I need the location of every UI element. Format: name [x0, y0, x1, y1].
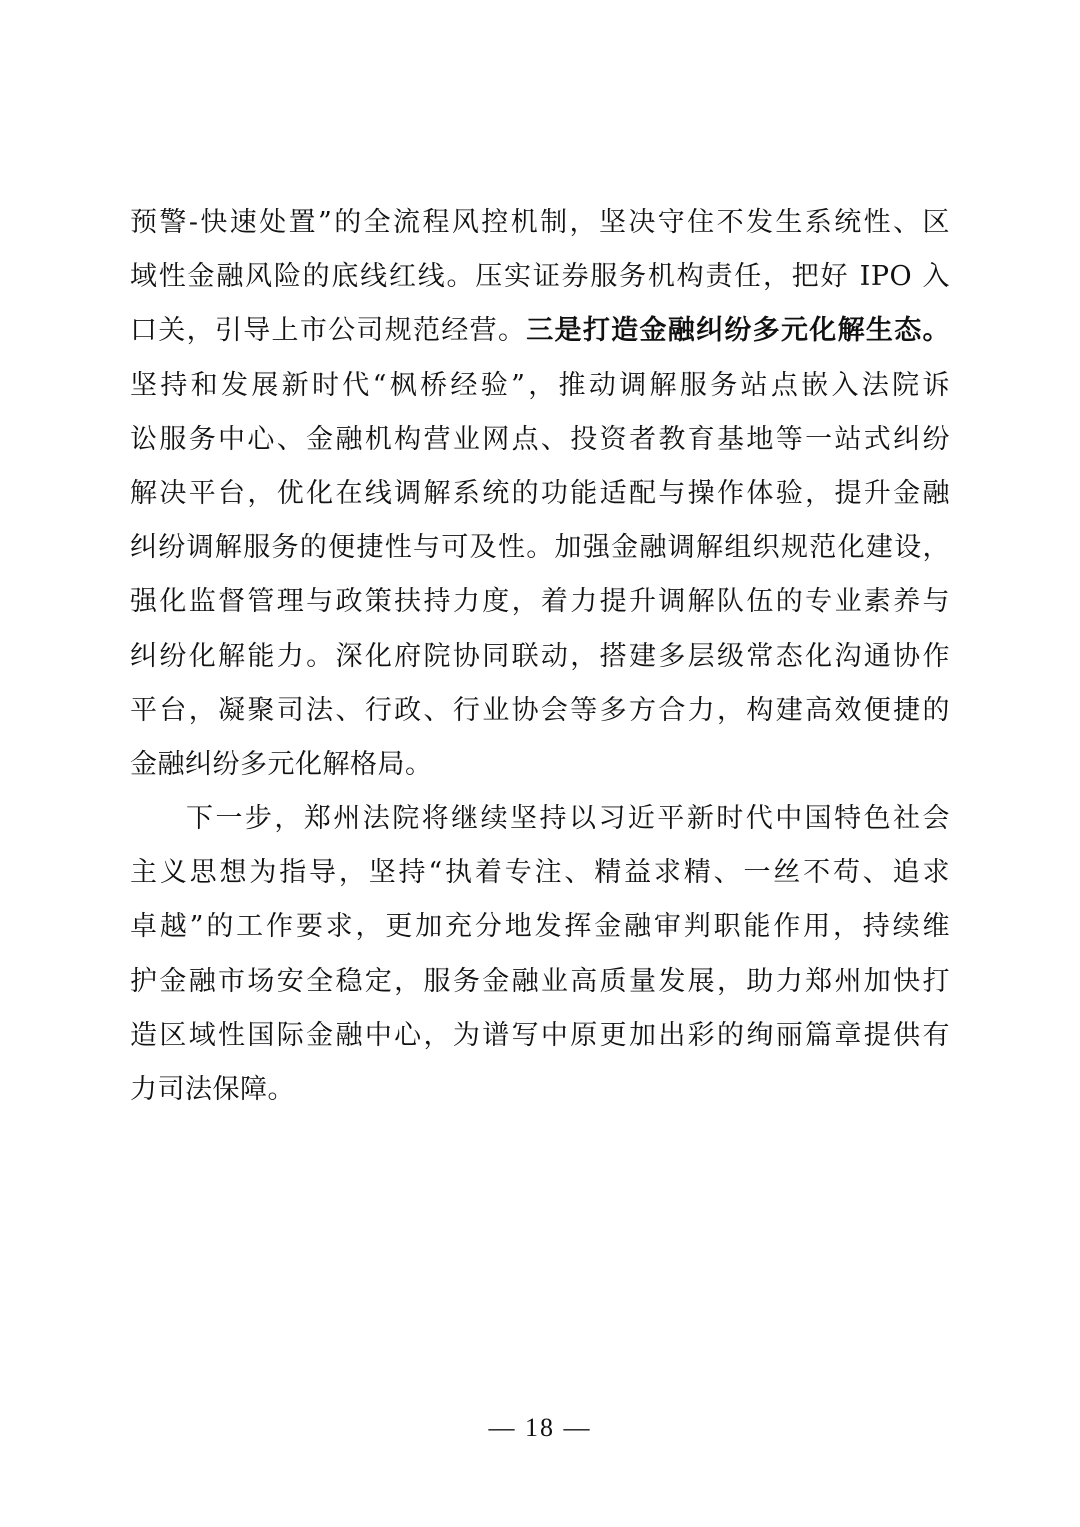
text-line: 卓越”的工作要求，更加充分地发挥金融审判职能作用，持续维 — [130, 911, 950, 943]
body-text — [130, 196, 950, 1117]
text-line: 强化监督管理与政策扶持力度，着力提升调解队伍的专业素养与 — [130, 586, 950, 618]
bold-subheading: 三是打造金融纠纷多元化解生态。 — [526, 315, 950, 347]
text-line-with-bold-heading — [130, 304, 950, 358]
text-line: 纠纷调解服务的便捷性与可及性。加强金融调解组织规范化建设， — [130, 532, 950, 564]
text-line: 平台，凝聚司法、行政、行业协会等多方合力，构建高效便捷的 — [130, 694, 950, 726]
text-line: 解决平台，优化在线调解系统的功能适配与操作体验，提升金融 — [130, 477, 950, 509]
text-line: 护金融市场安全稳定，服务金融业高质量发展，助力郑州加快打 — [130, 965, 950, 997]
text-line: 讼服务中心、金融机构营业网点、投资者教育基地等一站式纠纷 — [130, 423, 950, 455]
text-line: 金融纠纷多元化解格局。 — [130, 748, 433, 780]
page-number: — 18 — — [488, 1413, 592, 1442]
text-line: 主义思想为指导，坚持“执着专注、精益求精、一丝不苟、追求 — [130, 857, 950, 889]
paragraph-2 — [130, 792, 950, 1117]
text-segment: 口关，引导上市公司规范经营。 — [130, 315, 527, 347]
text-line: 坚持和发展新时代“枫桥经验”，推动调解服务站点嵌入法院诉 — [130, 369, 950, 401]
text-line: 下一步，郑州法院将继续坚持以习近平新时代中国特色社会 — [186, 803, 950, 835]
text-line: 预警-快速处置”的全流程风控机制，坚决守住不发生系统性、区 — [130, 207, 950, 238]
text-line: 力司法保障。 — [130, 1074, 295, 1105]
text-line: 纠纷化解能力。深化府院协同联动，搭建多层级常态化沟通协作 — [130, 640, 950, 672]
paragraph-1 — [130, 196, 950, 792]
text-line: 造区域性国际金融中心，为谱写中原更加出彩的绚丽篇章提供有 — [130, 1019, 950, 1051]
text-line: 域性金融风险的底线红线。压实证券服务机构责任，把好 IPO 入 — [130, 261, 950, 293]
